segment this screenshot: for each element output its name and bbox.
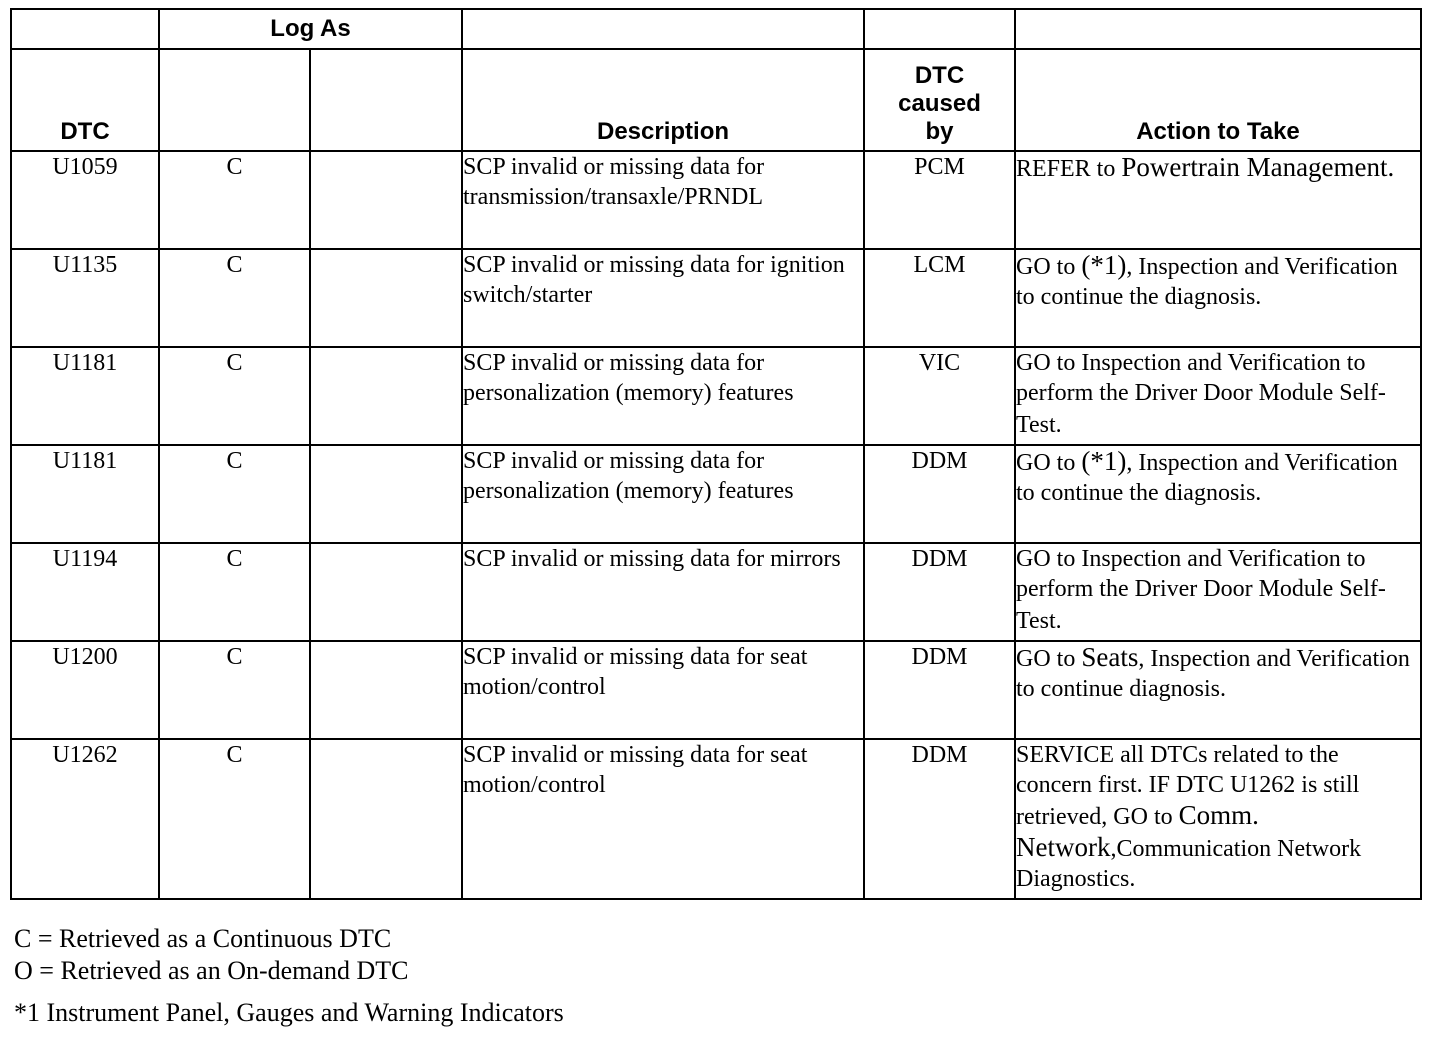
dtc-table bbox=[10, 8, 1422, 900]
log-ondemand bbox=[310, 249, 462, 347]
header-log-as: Log As bbox=[159, 9, 462, 49]
action: GO to (*1), Inspection and Verification to continue the diagnosis. bbox=[1015, 249, 1421, 347]
dtc-code: U1262 bbox=[11, 739, 159, 899]
caused-by: DDM bbox=[864, 543, 1015, 641]
log-ondemand bbox=[310, 151, 462, 249]
action: GO to Seats, Inspection and Verification to continue diagnosis. bbox=[1015, 641, 1421, 739]
log-continuous: C bbox=[159, 249, 310, 347]
log-ondemand bbox=[310, 543, 462, 641]
table-row bbox=[11, 151, 1421, 249]
log-continuous: C bbox=[159, 641, 310, 739]
log-continuous: C bbox=[159, 543, 310, 641]
table-row bbox=[11, 249, 1421, 347]
header-log-ondemand bbox=[310, 49, 462, 151]
dtc-code: U1194 bbox=[11, 543, 159, 641]
header-action: Action to Take bbox=[1015, 49, 1421, 151]
caused-by: LCM bbox=[864, 249, 1015, 347]
header-blank-action bbox=[1015, 9, 1421, 49]
action: GO to Inspection and Verification to perform the Driver Door Module Self-Test. bbox=[1015, 543, 1421, 641]
description: SCP invalid or missing data for seat motion/control bbox=[462, 641, 864, 739]
description: SCP invalid or missing data for mirrors bbox=[462, 543, 864, 641]
dtc-code: U1200 bbox=[11, 641, 159, 739]
action: SERVICE all DTCs related to the concern first. IF DTC U1262 is still retrieved, GO to Comm. Network,Communication Network Diagnostics. bbox=[1015, 739, 1421, 899]
table-row bbox=[11, 739, 1421, 899]
description: SCP invalid or missing data for personalization (memory) features bbox=[462, 347, 864, 445]
header-caused-by: DTC caused by bbox=[864, 49, 1015, 151]
header-row-bottom bbox=[11, 49, 1421, 151]
reference-link: (*1) bbox=[1081, 446, 1127, 476]
reference-link: Comm. Network bbox=[1016, 800, 1259, 862]
description: SCP invalid or missing data for personalization (memory) features bbox=[462, 445, 864, 543]
header-blank-caused-by bbox=[864, 9, 1015, 49]
table-row bbox=[11, 543, 1421, 641]
log-continuous: C bbox=[159, 347, 310, 445]
dtc-code: U1181 bbox=[11, 445, 159, 543]
dtc-code: U1059 bbox=[11, 151, 159, 249]
table-row bbox=[11, 641, 1421, 739]
action: REFER to Powertrain Management. bbox=[1015, 151, 1421, 249]
description: SCP invalid or missing data for seat motion/control bbox=[462, 739, 864, 899]
header-log-continuous bbox=[159, 49, 310, 151]
reference-link: Seats bbox=[1081, 642, 1139, 672]
caused-by: PCM bbox=[864, 151, 1015, 249]
description: SCP invalid or missing data for transmission/transaxle/PRNDL bbox=[462, 151, 864, 249]
log-ondemand bbox=[310, 347, 462, 445]
table-row bbox=[11, 445, 1421, 543]
reference-link: Powertrain Management. bbox=[1121, 152, 1395, 182]
dtc-code: U1135 bbox=[11, 249, 159, 347]
header-blank-dtc bbox=[11, 9, 159, 49]
log-continuous: C bbox=[159, 739, 310, 899]
log-ondemand bbox=[310, 641, 462, 739]
header-dtc: DTC bbox=[11, 49, 159, 151]
description: SCP invalid or missing data for ignition switch/starter bbox=[462, 249, 864, 347]
footnote: *1 Instrument Panel, Gauges and Warning Indicators bbox=[14, 998, 564, 1027]
log-continuous: C bbox=[159, 151, 310, 249]
action: GO to (*1), Inspection and Verification to continue the diagnosis. bbox=[1015, 445, 1421, 543]
log-continuous: C bbox=[159, 445, 310, 543]
legend-continuous: C = Retrieved as a Continuous DTC bbox=[14, 924, 392, 953]
table-row bbox=[11, 347, 1421, 445]
legend-ondemand: O = Retrieved as an On-demand DTC bbox=[14, 956, 409, 985]
reference-link: (*1) bbox=[1081, 250, 1127, 280]
action: GO to Inspection and Verification to perform the Driver Door Module Self-Test. bbox=[1015, 347, 1421, 445]
log-ondemand bbox=[310, 739, 462, 899]
log-ondemand bbox=[310, 445, 462, 543]
header-blank-description bbox=[462, 9, 864, 49]
caused-by: DDM bbox=[864, 445, 1015, 543]
dtc-code: U1181 bbox=[11, 347, 159, 445]
caused-by: VIC bbox=[864, 347, 1015, 445]
header-description: Description bbox=[462, 49, 864, 151]
caused-by: DDM bbox=[864, 641, 1015, 739]
caused-by: DDM bbox=[864, 739, 1015, 899]
header-row-top bbox=[11, 9, 1421, 49]
